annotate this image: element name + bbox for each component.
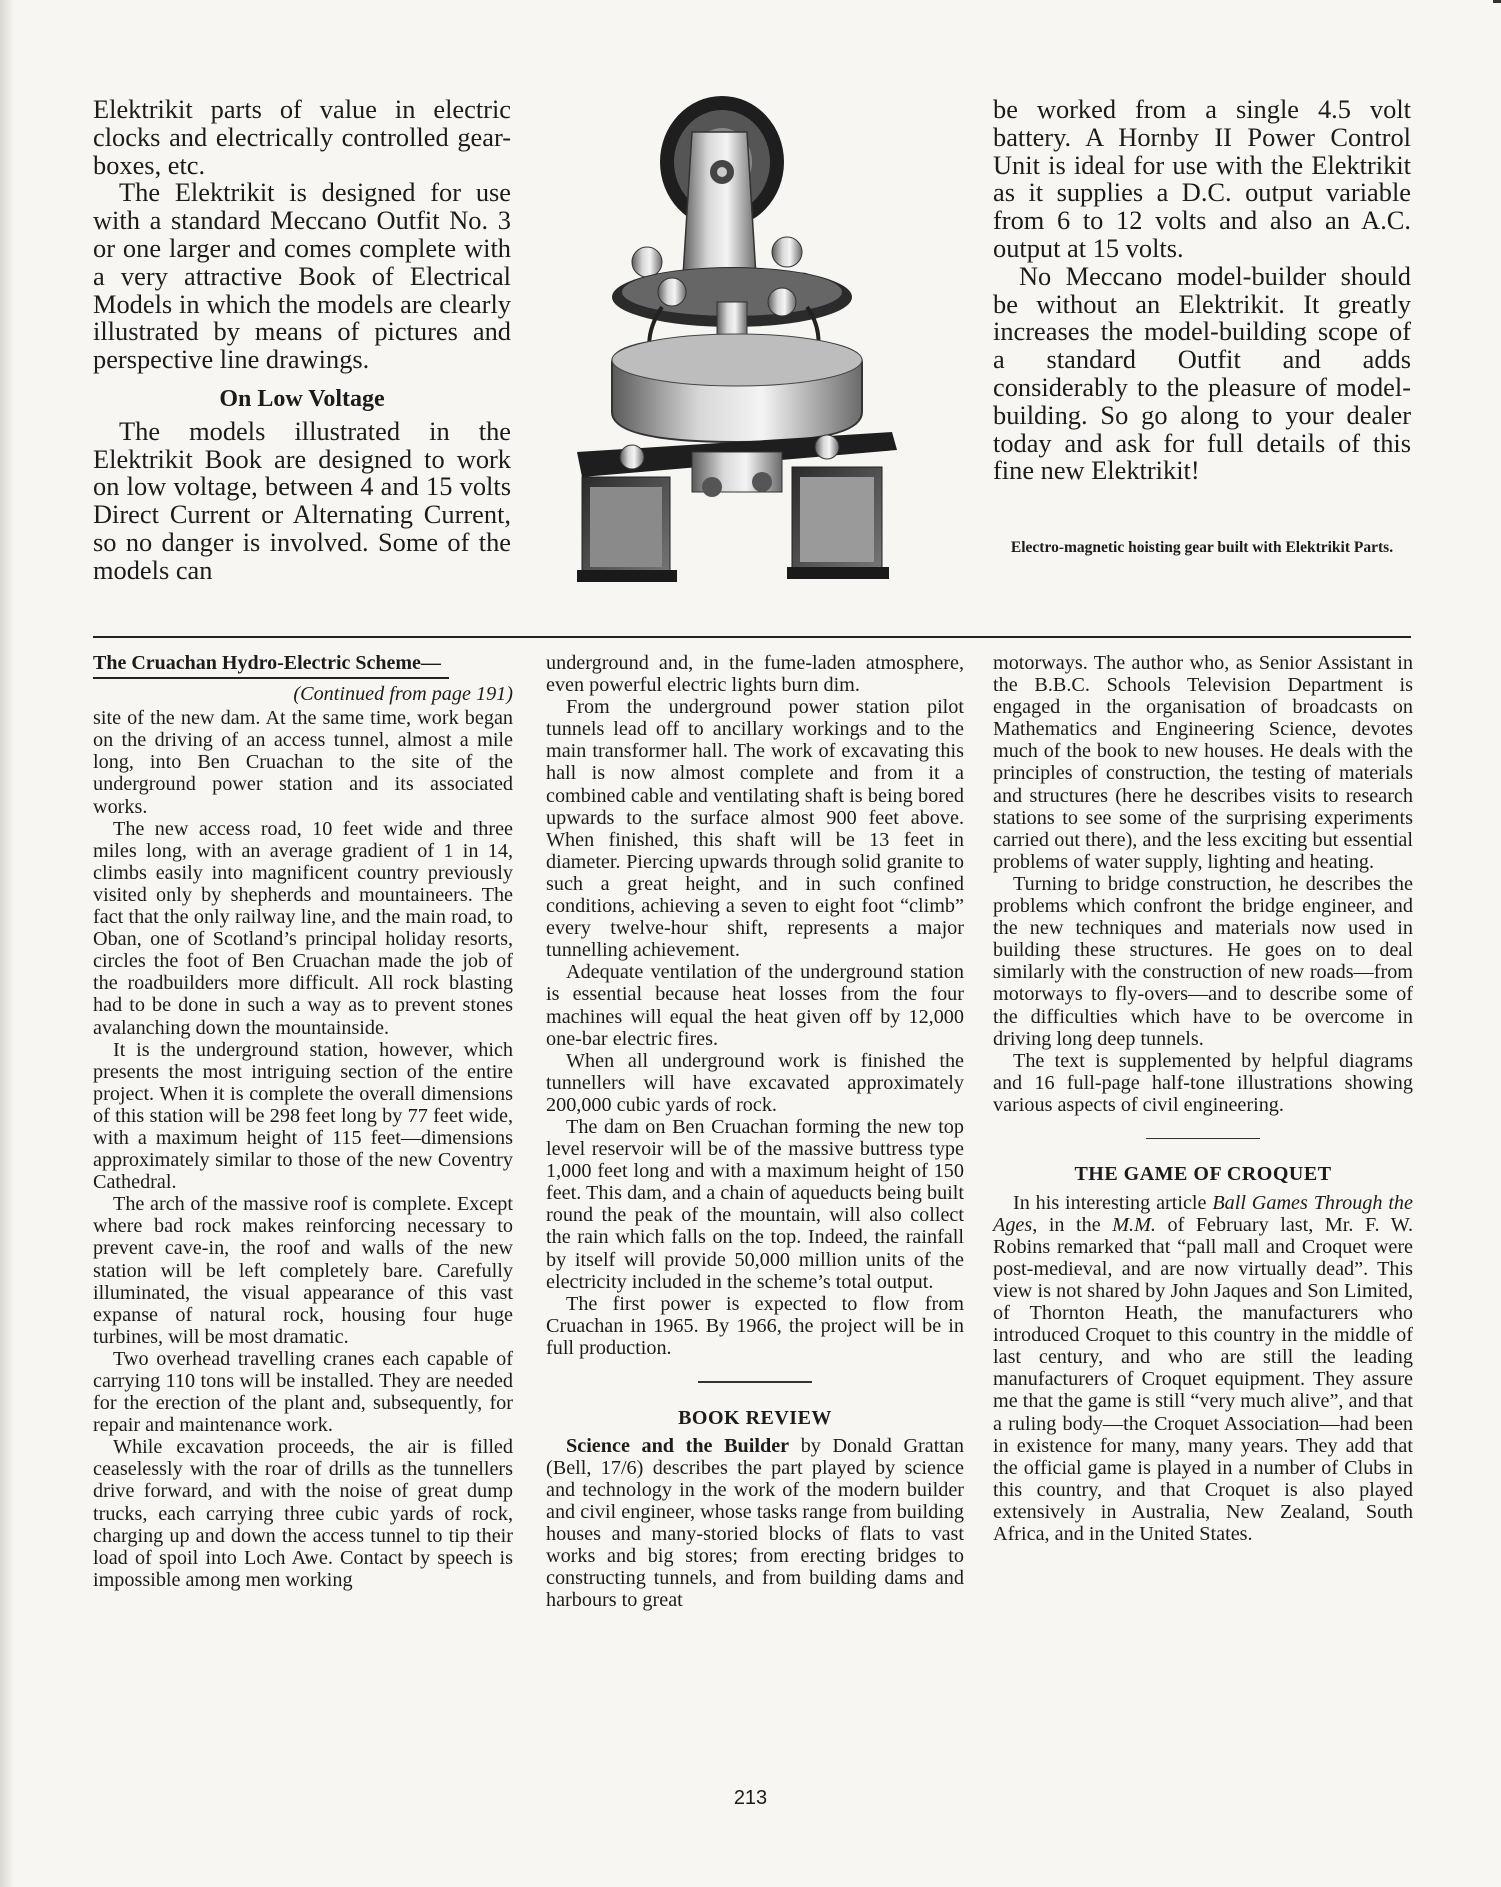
book-review-text: by Donald Grattan (Bell, 17/6) describes the part played by science and technology in the work of the modern builder and civil engineer, whose tasks range from building houses and many-storied blocks of flats to vast works and big stores; from erecting bridges to constructing tunnels, and from building dams and harbours to great [546, 1434, 965, 1612]
article-paragraph: It is the underground station, however, which presents the most intriguing section of the entire project. When it is complete the overall dimensions of this station will be 298 feet long by 77 feet wide, with a maximum height of 115 feet—dimensions approximately similar to those of the new Coventry Cathedral. [93, 1038, 513, 1194]
book-review-paragraph [546, 1435, 964, 1612]
corner-mark [1493, 0, 1501, 3]
figure-caption: Electro-magnetic hoisting gear built with Elektrikit Parts. [1010, 539, 1394, 556]
cruachan-column [93, 652, 513, 1591]
magazine-abbrev-italic: M.M. [1112, 1213, 1156, 1236]
article-paragraph: The first power is expected to flow from Cruachan in 1965. By 1966, the project will be in full production. [546, 1292, 964, 1359]
croquet-heading: THE GAME OF CROQUET [1074, 1163, 1332, 1186]
article-paragraph: While excavation proceeds, the air is filled ceaselessly with the roar of drills as the tunnellers drive forward, and with the noise of great dump trucks, each carrying three cubic yards of rock, charging up and down the access tunnel to tip their load of spoil into Loch Awe. Contact by speech is impossible among men working [93, 1436, 513, 1591]
short-divider [1146, 1138, 1260, 1140]
short-divider [698, 1381, 812, 1383]
article-paragraph: Adequate ventilation of the underground station is essential because heat losses from the four machines will equal the heat given off by 12,000 one-bar electric fires. [546, 961, 964, 1050]
article-paragraph: The text is supplemented by helpful diagrams and 16 full-page half-tone illustrations showing various aspects of civil engineering. [993, 1049, 1413, 1116]
article-paragraph: motorways. The author who, as Senior Assistant in the B.B.C. Schools Television Department is engaged in the organisation of broadcasts on Mathematics and Engineering Science, devotes much of the book to new houses. He deals with the principles of construction, the testing of materials and structures (here he describes visits to research stations to see some of the surprising experiments carried out there), and the less exciting but essential problems of water supply, lighting and heating. [993, 652, 1413, 873]
article-paragraph: The arch of the massive roof is complete. Except where bad rock makes reinforcing necessary to prevent cave-in, the roof and walls of the new station will be left completely bare. Carefully illuminated, the visual appearance of this vast expanse of natural rock, housing four huge turbines, will be most dramatic. [93, 1193, 513, 1348]
elektrikit-paragraph: The Elektrikit is designed for use with a standard Meccano Outfit No. 3 or one larger and comes complete with a very attractive Book of Electrical Models in which the models are clearly illustrated by means of pictures and perspective line drawings. [93, 177, 511, 375]
elektrikit-left-column [93, 96, 511, 585]
croquet-text: of February last, Mr. F. W. Robins remarked that “pall mall and Croquet were post-medieval, and are now virtually dead”. This view is not shared by John Jaques and Son Limited, of Thornton Heath, the manufacturers who introduced Croquet to this country in the middle of last century, and who are still the leading manufacturers of Croquet equipment. They assure me that the game is still “very much alive”, and that a ruling body—the Croquet Association—had been in existence for many, many years. They add that the official game is played in a number of Clubs in this country, and that Croquet is also played extensively in Australia, New Zealand, South Africa, and in the United States. [993, 1213, 1413, 1545]
hoisting-gear-photo [572, 92, 972, 612]
elektrikit-paragraph: The models illustrated in the Elektrikit Book are designed to work on low voltage, between 4 and 15 volts Direct Current or Alternating Current, so no danger is involved. Some of the models can [93, 415, 511, 585]
article-paragraph: When all underground work is finished the tunnellers will have excavated approximately 200,000 cubic yards of rock. [546, 1049, 964, 1116]
book-title: Science and the Builder [566, 1434, 790, 1457]
book-review-heading: BOOK REVIEW [678, 1406, 832, 1429]
review-croquet-column [993, 652, 1413, 1545]
article-paragraph: The dam on Ben Cruachan forming the new top level reservoir will be of the massive buttress type 1,000 feet long and with a maximum height of 150 feet. This dam, and a chain of aqueducts being built round the peak of the mountain, will also collect the rain which falls on the top. Indeed, the rainfall by itself will provide 50,000 million units of the electricity included in the scheme’s total output. [546, 1115, 964, 1293]
page-number: 213 [733, 1787, 768, 1809]
cruachan-continued-column [546, 652, 964, 1611]
article-paragraph: site of the new dam. At the same time, work began on the driving of an access tunnel, almost a mile long, into Ben Cruachan to the site of the underground power station and its associated works. [93, 707, 513, 818]
croquet-paragraph [993, 1192, 1413, 1546]
heading-underline [93, 677, 449, 679]
elektrikit-right-column [993, 96, 1411, 485]
croquet-text: In his interesting article [1013, 1191, 1213, 1214]
elektrikit-paragraph: Elektrikit parts of value in electric clocks and electrically controlled gear-boxes, etc. [93, 94, 511, 180]
elektrikit-paragraph: No Meccano model-builder should be without an Elektrikit. It greatly increases the model-building scope of a standard Outfit and adds considerably to the pleasure of model-building. So go along to your dealer today and ask for full details of this fine new Elektrikit! [993, 260, 1411, 486]
article-paragraph: Two overhead travelling cranes each capable of carrying 110 tons will be installed. They are needed for the erection of the plant and, subsequently, for repair and maintenance work. [93, 1347, 513, 1437]
article-paragraph: The new access road, 10 feet wide and three miles long, with an average gradient of 1 in 14, climbs easily into magnificent country previously visited only by shepherds and mountaineers. The fact that the only railway line, and the main road, to Oban, one of Scotland’s principal holiday resorts, circles the foot of Ben Cruachan made the job of the roadbuilders more difficult. All rock blasting had to be done in such a way as to prevent stones avalanching down the mountainside. [93, 817, 513, 1039]
cruachan-heading: The Cruachan Hydro-Electric Scheme— [93, 652, 441, 674]
section-divider [93, 636, 1411, 638]
article-paragraph: From the underground power station pilot tunnels lead off to ancillary workings and to the main transformer hall. The work of excavating this hall is now almost complete and from it a combined cable and ventilating shaft is being bored upwards to the surface almost 900 feet above. When finished, this shaft will be 13 feet in diameter. Piercing upwards through solid granite to such a great height, and in such confined conditions, achieving a seven to eight foot “climb” every twelve-hour shift, represents a major tunnelling achievement. [546, 696, 964, 962]
article-paragraph: Turning to bridge construction, he describes the problems which confront the bridge engineer, and the new techniques and materials now used in building these structures. He goes on to deal similarly with the construction of new roads—from motorways to fly-overs—and to describe some of the difficulties which have to be overcome in driving long deep tunnels. [993, 872, 1413, 1050]
elektrikit-paragraph: be worked from a single 4.5 volt battery. A Hornby II Power Control Unit is ideal for use with the Elektrikit as it supplies a D.C. output variable from 6 to 12 volts and also an A.C. output at 15 volts. [993, 94, 1411, 263]
article-paragraph: underground and, in the fume-laden atmosphere, even powerful electric lights burn dim. [546, 652, 964, 697]
article-title-italic: Ball Games Through the Ages [993, 1191, 1413, 1236]
page-edge-shadow [0, 0, 14, 1887]
low-voltage-heading: On Low Voltage [219, 385, 385, 412]
croquet-text: , in the [1032, 1213, 1113, 1236]
continued-note: (Continued from page 191) [293, 683, 513, 706]
hoisting-gear-illustration [572, 92, 972, 612]
